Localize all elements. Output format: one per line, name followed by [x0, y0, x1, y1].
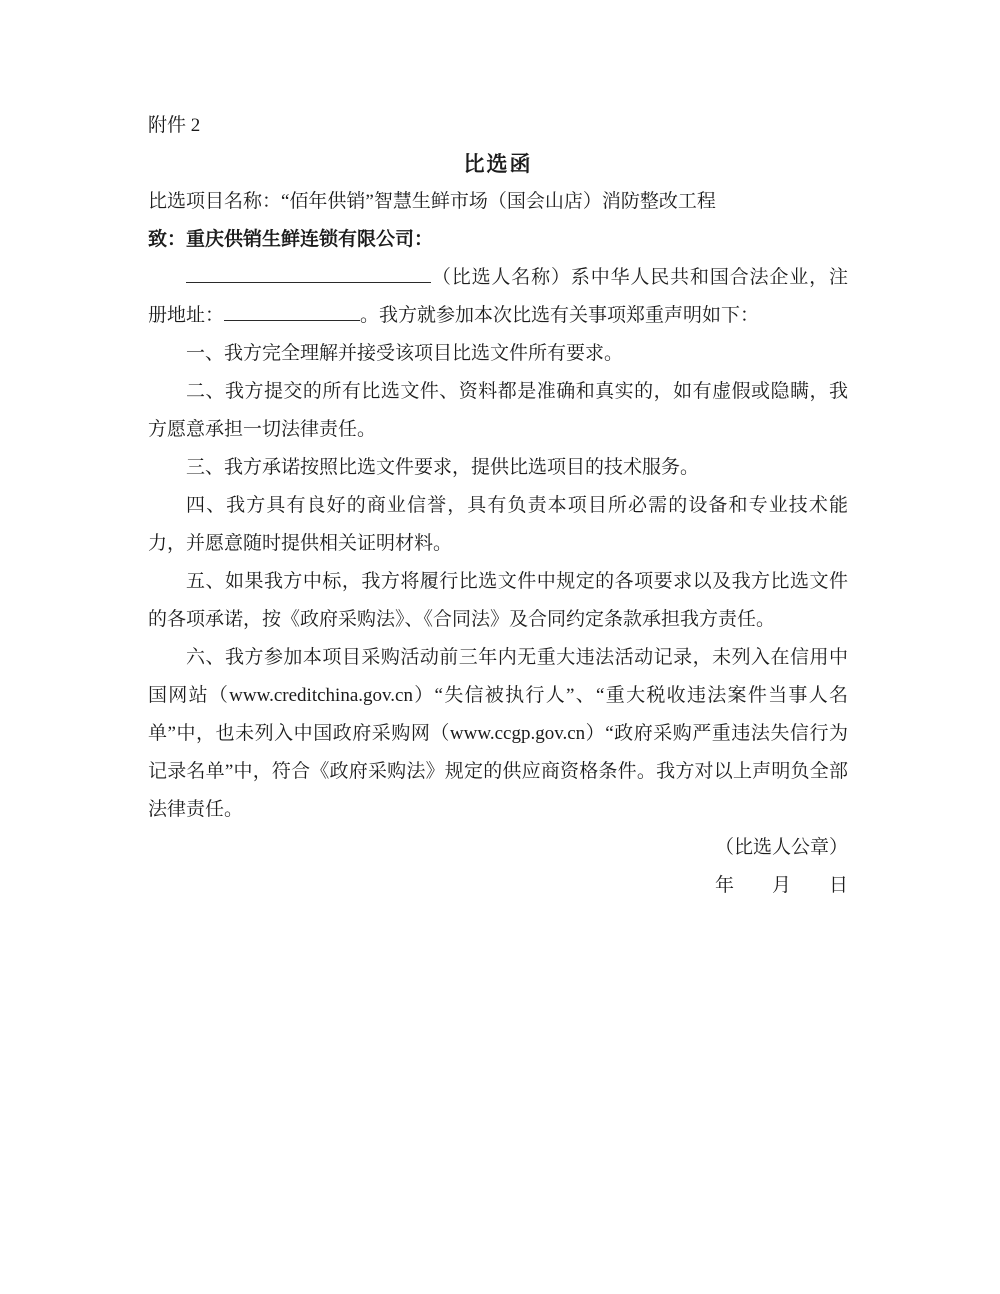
recipient-line: 致：重庆供销生鲜连锁有限公司：: [148, 229, 434, 250]
intro-text-after-address: 。我方就参加本次比选有关事项郑重声明如下：: [360, 305, 760, 326]
declaration-list: [148, 335, 848, 829]
date-line: 年 月 日: [714, 875, 848, 896]
attachment-label: 附件 2: [148, 115, 201, 136]
project-name-line: 比选项目名称：“佰年供销”智慧生鲜市场（国会山店）消防整改工程: [148, 191, 716, 212]
declaration-intro: [148, 259, 848, 335]
seal-line: （比选人公章）: [714, 837, 848, 858]
registered-address-blank: [224, 301, 360, 321]
declaration-item-1: 一、我方完全理解并接受该项目比选文件所有要求。: [186, 343, 624, 364]
declaration-item-4: 四、我方具有良好的商业信誉，具有负责本项目所必需的设备和专业技术能力，并愿意随时提供相关证明材料。: [148, 495, 848, 554]
declaration-item-3: 三、我方承诺按照比选文件要求，提供比选项目的技术服务。: [186, 457, 700, 478]
bidder-name-blank: [186, 263, 431, 283]
declaration-item-5: 五、如果我方中标，我方将履行比选文件中规定的各项要求以及我方比选文件的各项承诺，按《政府采购法》、《合同法》及合同约定条款承担我方责任。: [148, 571, 848, 630]
declaration-item-2: 二、我方提交的所有比选文件、资料都是准确和真实的，如有虚假或隐瞒，我方愿意承担一切法律责任。: [148, 381, 848, 440]
signature-block: [148, 829, 848, 905]
intro-text-after-name: （比选人名称）系中华人民共和国合法企业，注册地址：: [148, 267, 848, 326]
declaration-item-6: 六、我方参加本项目采购活动前三年内无重大违法活动记录，未列入在信用中国网站（www.creditchina.gov.cn）“失信被执行人”、“重大税收违法案件当事人名单”中，也未列入中国政府采购网（www.ccgp.gov.cn）“政府采购严重违法失信行为记录名单”中，符合《政府采购法》规定的供应商资格条件。我方对以上声明负全部法律责任。: [148, 647, 848, 820]
document-title: 比选函: [463, 152, 533, 176]
